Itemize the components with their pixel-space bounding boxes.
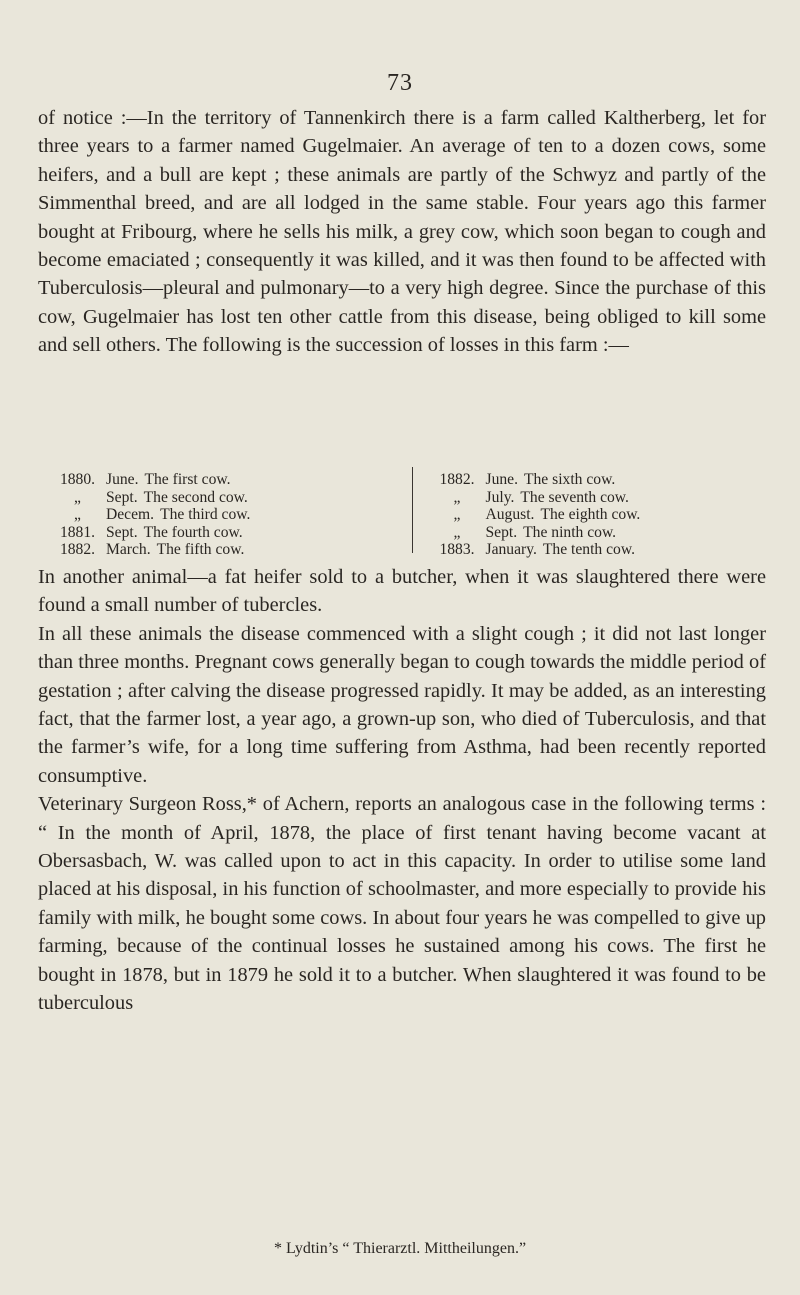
page-number: 73 bbox=[387, 70, 413, 96]
loss-event: The first cow. bbox=[144, 471, 231, 488]
loss-year: 1881. bbox=[59, 523, 96, 541]
loss-row bbox=[435, 471, 771, 489]
loss-row bbox=[435, 489, 771, 507]
loss-year: „ bbox=[453, 506, 461, 524]
loss-event: The tenth cow. bbox=[542, 541, 635, 559]
loss-event: The sixth cow. bbox=[523, 471, 616, 488]
loss-month: August. bbox=[485, 506, 535, 524]
loss-year: „ bbox=[453, 488, 461, 506]
succession-of-losses-table bbox=[55, 467, 770, 559]
loss-month: June. bbox=[106, 471, 139, 488]
opening-paragraph-block bbox=[38, 104, 766, 360]
loss-month: March. bbox=[106, 541, 151, 559]
loss-event: The seventh cow. bbox=[520, 488, 629, 506]
loss-month: Sept. bbox=[485, 523, 518, 541]
loss-row bbox=[55, 471, 402, 489]
loss-month: July. bbox=[485, 488, 515, 506]
loss-row bbox=[55, 541, 402, 559]
loss-month: Sept. bbox=[106, 523, 138, 541]
paragraph: Veterinary Surgeon Ross,* of Achern, reports an analogous case in the following terms : “ In the month of April, 1878, the place of first tenant having become vacant at Obersasbach, W. was called upon to act in this capacity. In order to utilise some land placed at his disposal, in his function of schoolmaster, and more especially to provide his family with milk, he bought some cows. In about four years he was compelled to give up farming, because of the continual losses he sustained among his cows. The first he bought in 1878, but in 1879 he sold it to a butcher. When slaughtered it was found to be tuberculous bbox=[38, 793, 766, 1015]
paragraph: In all these animals the disease commenced with a slight cough ; it did not last longer than three months. Pregnant cows generally began to cough towards the middle period of gestation ; after calving the disease progressed rapidly. It may be added, as an interesting fact, that the farmer lost, a year ago, a grown-up son, who died of Tuberculosis, and that the farmer’s wife, for a long time suffering from Asthma, had been recently reported consumptive. bbox=[38, 622, 766, 787]
loss-year: 1882. bbox=[439, 471, 475, 488]
loss-year: 1882. bbox=[59, 541, 96, 559]
loss-month: June. bbox=[485, 471, 518, 488]
losses-column-right bbox=[413, 467, 771, 559]
loss-month: January. bbox=[485, 541, 537, 559]
loss-year: „ bbox=[74, 506, 81, 524]
losses-column-left bbox=[55, 467, 413, 559]
loss-row bbox=[435, 506, 771, 524]
loss-year: 1880. bbox=[59, 471, 96, 488]
loss-event: The ninth cow. bbox=[523, 523, 617, 541]
loss-event: The eighth cow. bbox=[540, 506, 641, 524]
loss-year: 1883. bbox=[439, 541, 475, 559]
loss-row bbox=[55, 524, 402, 542]
loss-row bbox=[435, 524, 771, 542]
paragraph: In another animal—a fat heifer sold to a butcher, when it was slaughtered there were found a small number of tubercles. bbox=[38, 566, 766, 617]
loss-row bbox=[55, 506, 402, 524]
loss-year: „ bbox=[74, 488, 81, 506]
footnote: * Lydtin’s “ Thierarztl. Mittheilungen.” bbox=[273, 1240, 527, 1257]
loss-year: „ bbox=[453, 523, 461, 541]
loss-event: The fifth cow. bbox=[156, 541, 245, 559]
paragraph: of notice :—In the territory of Tannenkirch there is a farm called Kaltherberg, let for three years to a farmer named Gugelmaier. An average of ten to a dozen cows, some heifers, and a bull are kept ; these animals are partly of the Schwyz and partly of the Simmenthal breed, and are all lodged in the same stable. Four years ago this farmer bought at Fribourg, where he sells his milk, a grey cow, which soon began to cough and become emaciated ; consequently it was killed, and it was then found to be affected with Tuberculosis—pleural and pulmonary—to a very high degree. Since the purchase of this cow, Gugelmaier has lost ten other cattle from this disease, being obliged to kill some and sell others. The following is the succession of losses in this farm :— bbox=[38, 107, 766, 357]
loss-event: The fourth cow. bbox=[143, 523, 243, 541]
loss-month: Decem. bbox=[106, 506, 155, 524]
loss-row bbox=[55, 489, 402, 507]
loss-row bbox=[435, 541, 771, 559]
continuation-paragraph-block bbox=[38, 563, 766, 1018]
loss-event: The third cow. bbox=[160, 506, 251, 524]
loss-event: The second cow. bbox=[143, 488, 248, 506]
loss-month: Sept. bbox=[106, 488, 138, 506]
